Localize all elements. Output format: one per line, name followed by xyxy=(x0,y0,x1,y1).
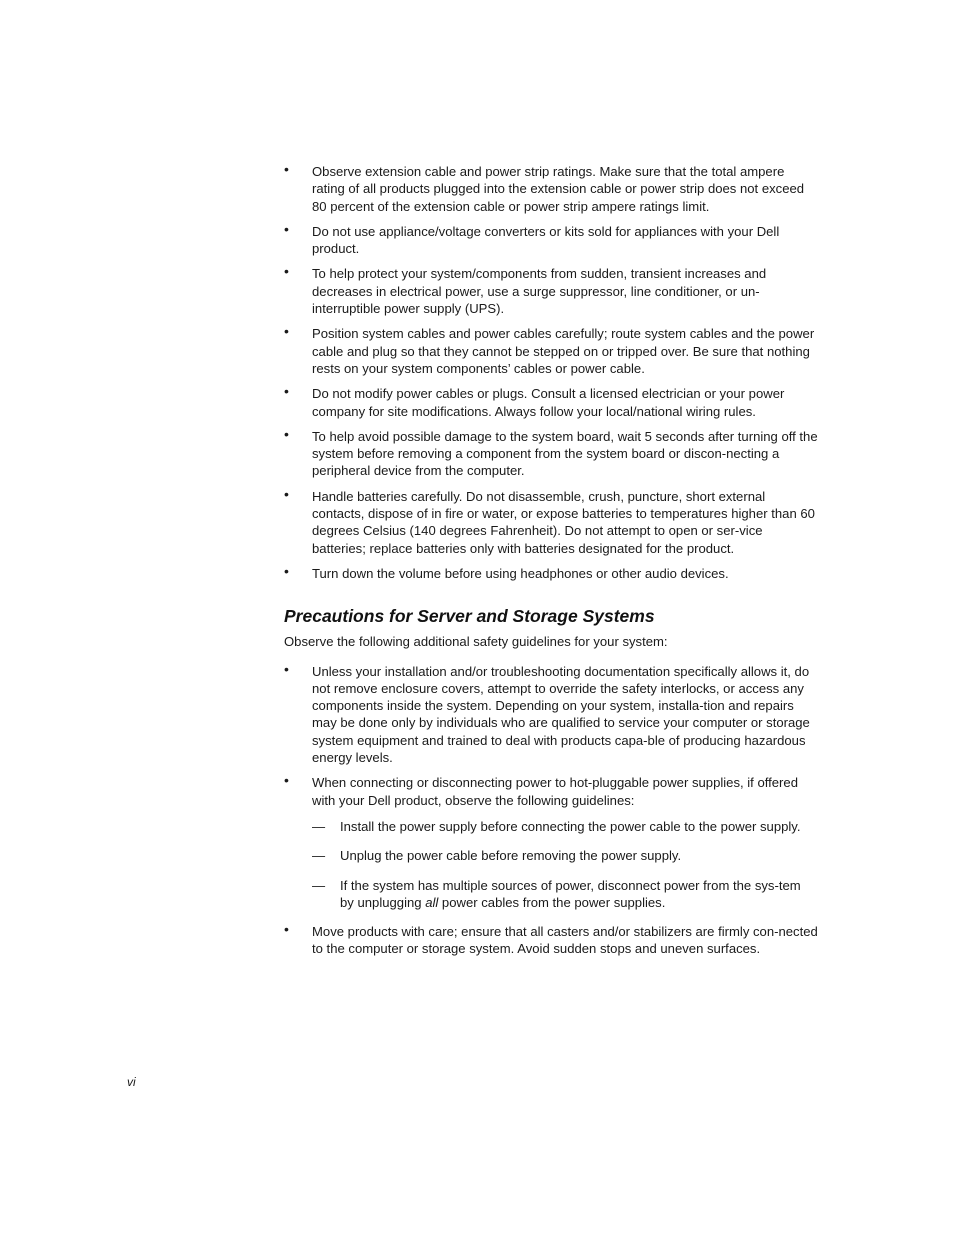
sub-list-item xyxy=(312,877,818,912)
sub-list-item-text: Unplug the power cable before removing the power supply. xyxy=(340,848,682,864)
section-heading: Precautions for Server and Storage Systems xyxy=(284,606,655,627)
list-item-text: Position system cables and power cables carefully; route system cables and the power cable and plug so that they cannot be stepped on or tripped over. Be sure that nothing rests on your system components’ cables or power cable. xyxy=(312,326,815,376)
bullet-icon: • xyxy=(284,660,289,677)
sub-list-item xyxy=(312,818,818,835)
bullet-icon: • xyxy=(284,323,289,340)
list-item xyxy=(284,163,818,215)
list-item xyxy=(284,265,818,317)
page-number: vi xyxy=(127,1075,136,1089)
list-item-text: To help protect your system/components from sudden, transient increases and decreases in electrical power, use a surge suppressor, line conditioner, or un-interruptible power supply (UPS). xyxy=(312,266,767,317)
bullet-icon: • xyxy=(284,383,289,400)
sub-list-item-text: Install the power supply before connecting the power cable to the power supply. xyxy=(340,818,801,834)
bullet-icon: • xyxy=(284,921,289,938)
list-item xyxy=(284,774,818,911)
list-item-text: Handle batteries carefully. Do not disassemble, crush, puncture, short external contacts, dispose of in fire or water, or expose batteries to temperatures higher than 60 degrees Celsius (140 degrees Fahrenheit). Do not attempt to open or ser-vice batteries; replace batteries only with batteries designated for the product. xyxy=(312,488,815,556)
section-intro: Observe the following additional safety guidelines for your system: xyxy=(284,634,668,650)
sub-list-item-text-end: power cables from the power supplies. xyxy=(438,894,666,910)
bullet-icon: • xyxy=(284,485,289,502)
emphasis-text: all xyxy=(425,894,439,910)
list-item xyxy=(284,325,818,377)
list-item xyxy=(284,660,818,767)
list-item-text: To help avoid possible damage to the system board, wait 5 seconds after turning off the system before removing a component from the system board or discon-necting a peripheral device from the computer. xyxy=(312,428,818,479)
list-item xyxy=(284,425,818,480)
server-storage-precautions-list xyxy=(284,660,818,958)
list-item xyxy=(284,385,818,420)
list-item-text: When connecting or disconnecting power to hot-pluggable power supplies, if offered with your Dell product, observe the following guidelines: xyxy=(312,775,798,808)
text-column xyxy=(284,163,818,966)
list-item-text: Do not use appliance/voltage converters or kits sold for appliances with your Dell product. xyxy=(312,223,780,257)
dash-icon: — xyxy=(312,877,326,893)
sub-list-item-text-start: If the system has multiple sources of power, disconnect power from the sys-tem by unplugging xyxy=(340,877,801,910)
bullet-icon: • xyxy=(284,772,289,789)
hot-plug-guidelines-list xyxy=(312,818,818,911)
dash-icon: — xyxy=(312,818,326,834)
bullet-icon: • xyxy=(284,562,289,579)
sub-list-item-text xyxy=(340,878,801,910)
sub-list-item xyxy=(312,847,818,864)
list-item xyxy=(284,923,818,958)
list-item-text: Do not modify power cables or plugs. Consult a licensed electrician or your power company for site modifications. Always follow your local/national wiring rules. xyxy=(312,386,785,419)
bullet-icon: • xyxy=(284,263,289,280)
list-item-text: Unless your installation and/or troubleshooting documentation specifically allows it, do not remove enclosure covers, attempt to override the safety interlocks, or access any components inside the system. Depending on your system, installa-tion and repairs may be done only by individuals who are qualified to service your computer or storage system equipment and trained to deal with products capa-ble of producing hazardous energy levels. xyxy=(312,663,810,766)
list-item xyxy=(284,485,818,557)
list-item xyxy=(284,220,818,258)
bullet-icon: • xyxy=(284,220,289,237)
list-item-text: Observe extension cable and power strip ratings. Make sure that the total ampere rating of all products plugged into the extension cable or power strip does not exceed 80 percent of the extension cable or power strip ampere ratings limit. xyxy=(312,164,805,214)
general-precautions-list xyxy=(284,163,818,582)
list-item-text: Turn down the volume before using headphones or other audio devices. xyxy=(312,565,729,581)
bullet-icon: • xyxy=(284,161,289,177)
bullet-icon: • xyxy=(284,425,289,442)
list-item xyxy=(284,562,818,582)
dash-icon: — xyxy=(312,848,326,864)
list-item-text: Move products with care; ensure that all casters and/or stabilizers are firmly con-nected to the computer or storage system. Avoid sudden stops and uneven surfaces. xyxy=(312,924,818,957)
